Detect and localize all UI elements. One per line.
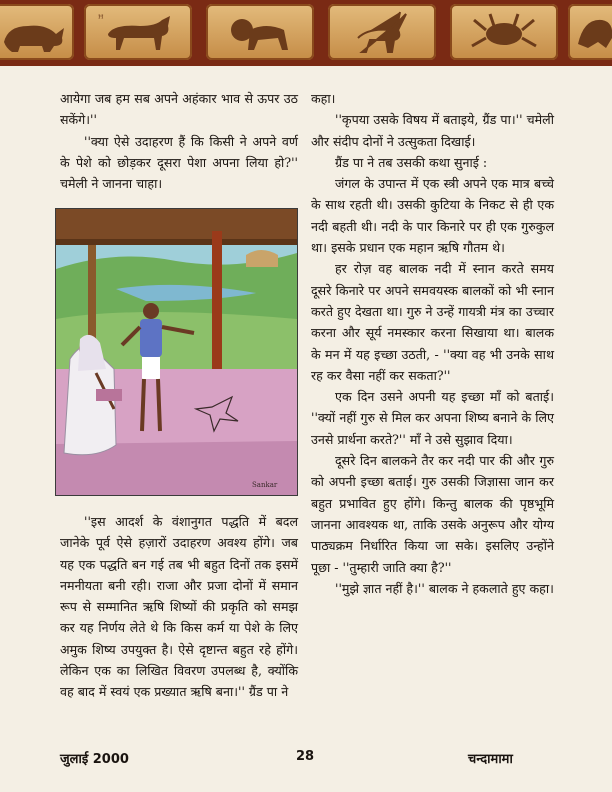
creature-icon [568,4,612,60]
paragraph: आयेगा जब हम सब अपने अहंकार भाव से ऊपर उठ सकेंगे।'' [60,91,298,128]
lion-icon [206,4,314,60]
rhinoceros-icon [0,4,74,60]
paragraph: एक दिन उसने अपनी यह इच्छा माँ को बताई। ''क्यों नहीं गुरु से मिल कर अपना शिष्य बनाने के लिए उनसे प्रार्थना करते?'' माँ ने उसे सुझाव दिया। [311,389,554,447]
page-number: 28 [296,749,315,764]
svg-text:ꟸ: ꟸ [98,14,104,25]
paragraph: दूसरे दिन बालकने तैर कर नदी पार की और गुरु को अपनी इच्छा बताई। गुरु उसकी जिज्ञासा जान कर बहुत प्रभावित हुए होंगे। किन्तु बालक की पृष्ठभूमि जानना आवश्यक था, ताकि उसके अनुरूप और योग्य पाठ्यक्रम निर्धारित किया जा सके। इसलिए उन्होंने पूछा - ''तुम्हारी जाति क्या है?'' [311,453,554,575]
decorative-header-band [0,0,612,66]
artist-signature: Sankar [252,481,278,489]
goat-icon [84,4,192,60]
paragraph: कहा। [311,91,336,106]
paragraph: ''कृपया उसके विषय में बताइये, ग्रैंड पा।'' चमेली और संदीप दोनों ने उत्सुकता दिखाई। [311,112,554,149]
right-column [311,88,554,599]
paragraph: ग्रैंड पा ने तब उसकी कथा सुनाई : [335,154,488,170]
paragraph: ''इस आदर्श के वंशानुगत पद्धति में बदल जानेके पूर्व ऐसे हज़ारों उदाहरण अवश्य होंगे। जब यह एक पद्धति बन गई तब भी बहुत दिनों तक इसमें नमनीयता बनी रही। राजा और प्रजा दोनों में समान रूप से सम्मानित ऋषि शिष्यों की प्रकृति को समझ कर यह निर्णय लेते थे कि किस कर्म या पेशे के लिए अमुक शिष्य उपयुक्त है। ऐसे दृष्टान्त बहुत रहे होंगे। लेकिन एक का लिखित विवरण उपलब्ध है, क्योंकि वह बाद में स्वयं एक प्रख्यात ऋषि बना।'' ग्रैंड पा ने [60,514,298,700]
story-illustration [55,208,298,496]
deer-icon [328,4,436,60]
left-column-top [60,88,298,194]
paragraph: ''क्या ऐसे उदाहरण हैं कि किसी ने अपने वर्ण के पेशे को छोड़कर दूसरा पेशा अपना लिया हो?'' चमेली ने जानना चाहा। [60,133,298,192]
crab-icon [450,4,558,60]
magazine-name: चन्दामामा [468,752,513,767]
paragraph: हर रोज़ वह बालक नदी में स्नान करते समय दूसरे किनारे पर अपने समवयस्क बालकों को भी स्नान करते हुए देखता था। गुरु ने उन्हें गायत्री मंत्र का उच्चार करना और सूर्य नमस्कार करना सिखाया था। बालक के मन में यह इच्छा उठती, - ''क्या वह भी उनके साथ रह कर वैसा नहीं कर सकता?'' [311,261,554,383]
left-column-bottom [60,511,298,703]
footer-month: जुलाई 2000 [60,752,129,767]
paragraph: ''मुझे ज्ञात नहीं है।'' बालक ने हकलाते हुए कहा। [335,580,554,596]
paragraph: जंगल के उपान्त में एक स्त्री अपने एक मात्र बच्चे के साथ रहती थी। उसकी कुटिया के निकट से ही एक नदी बहती थी। नदी के पार किनारे पर ही एक गुरुकुल था। इसके प्रधान एक महान ऋषि गौतम थे। [311,176,554,256]
